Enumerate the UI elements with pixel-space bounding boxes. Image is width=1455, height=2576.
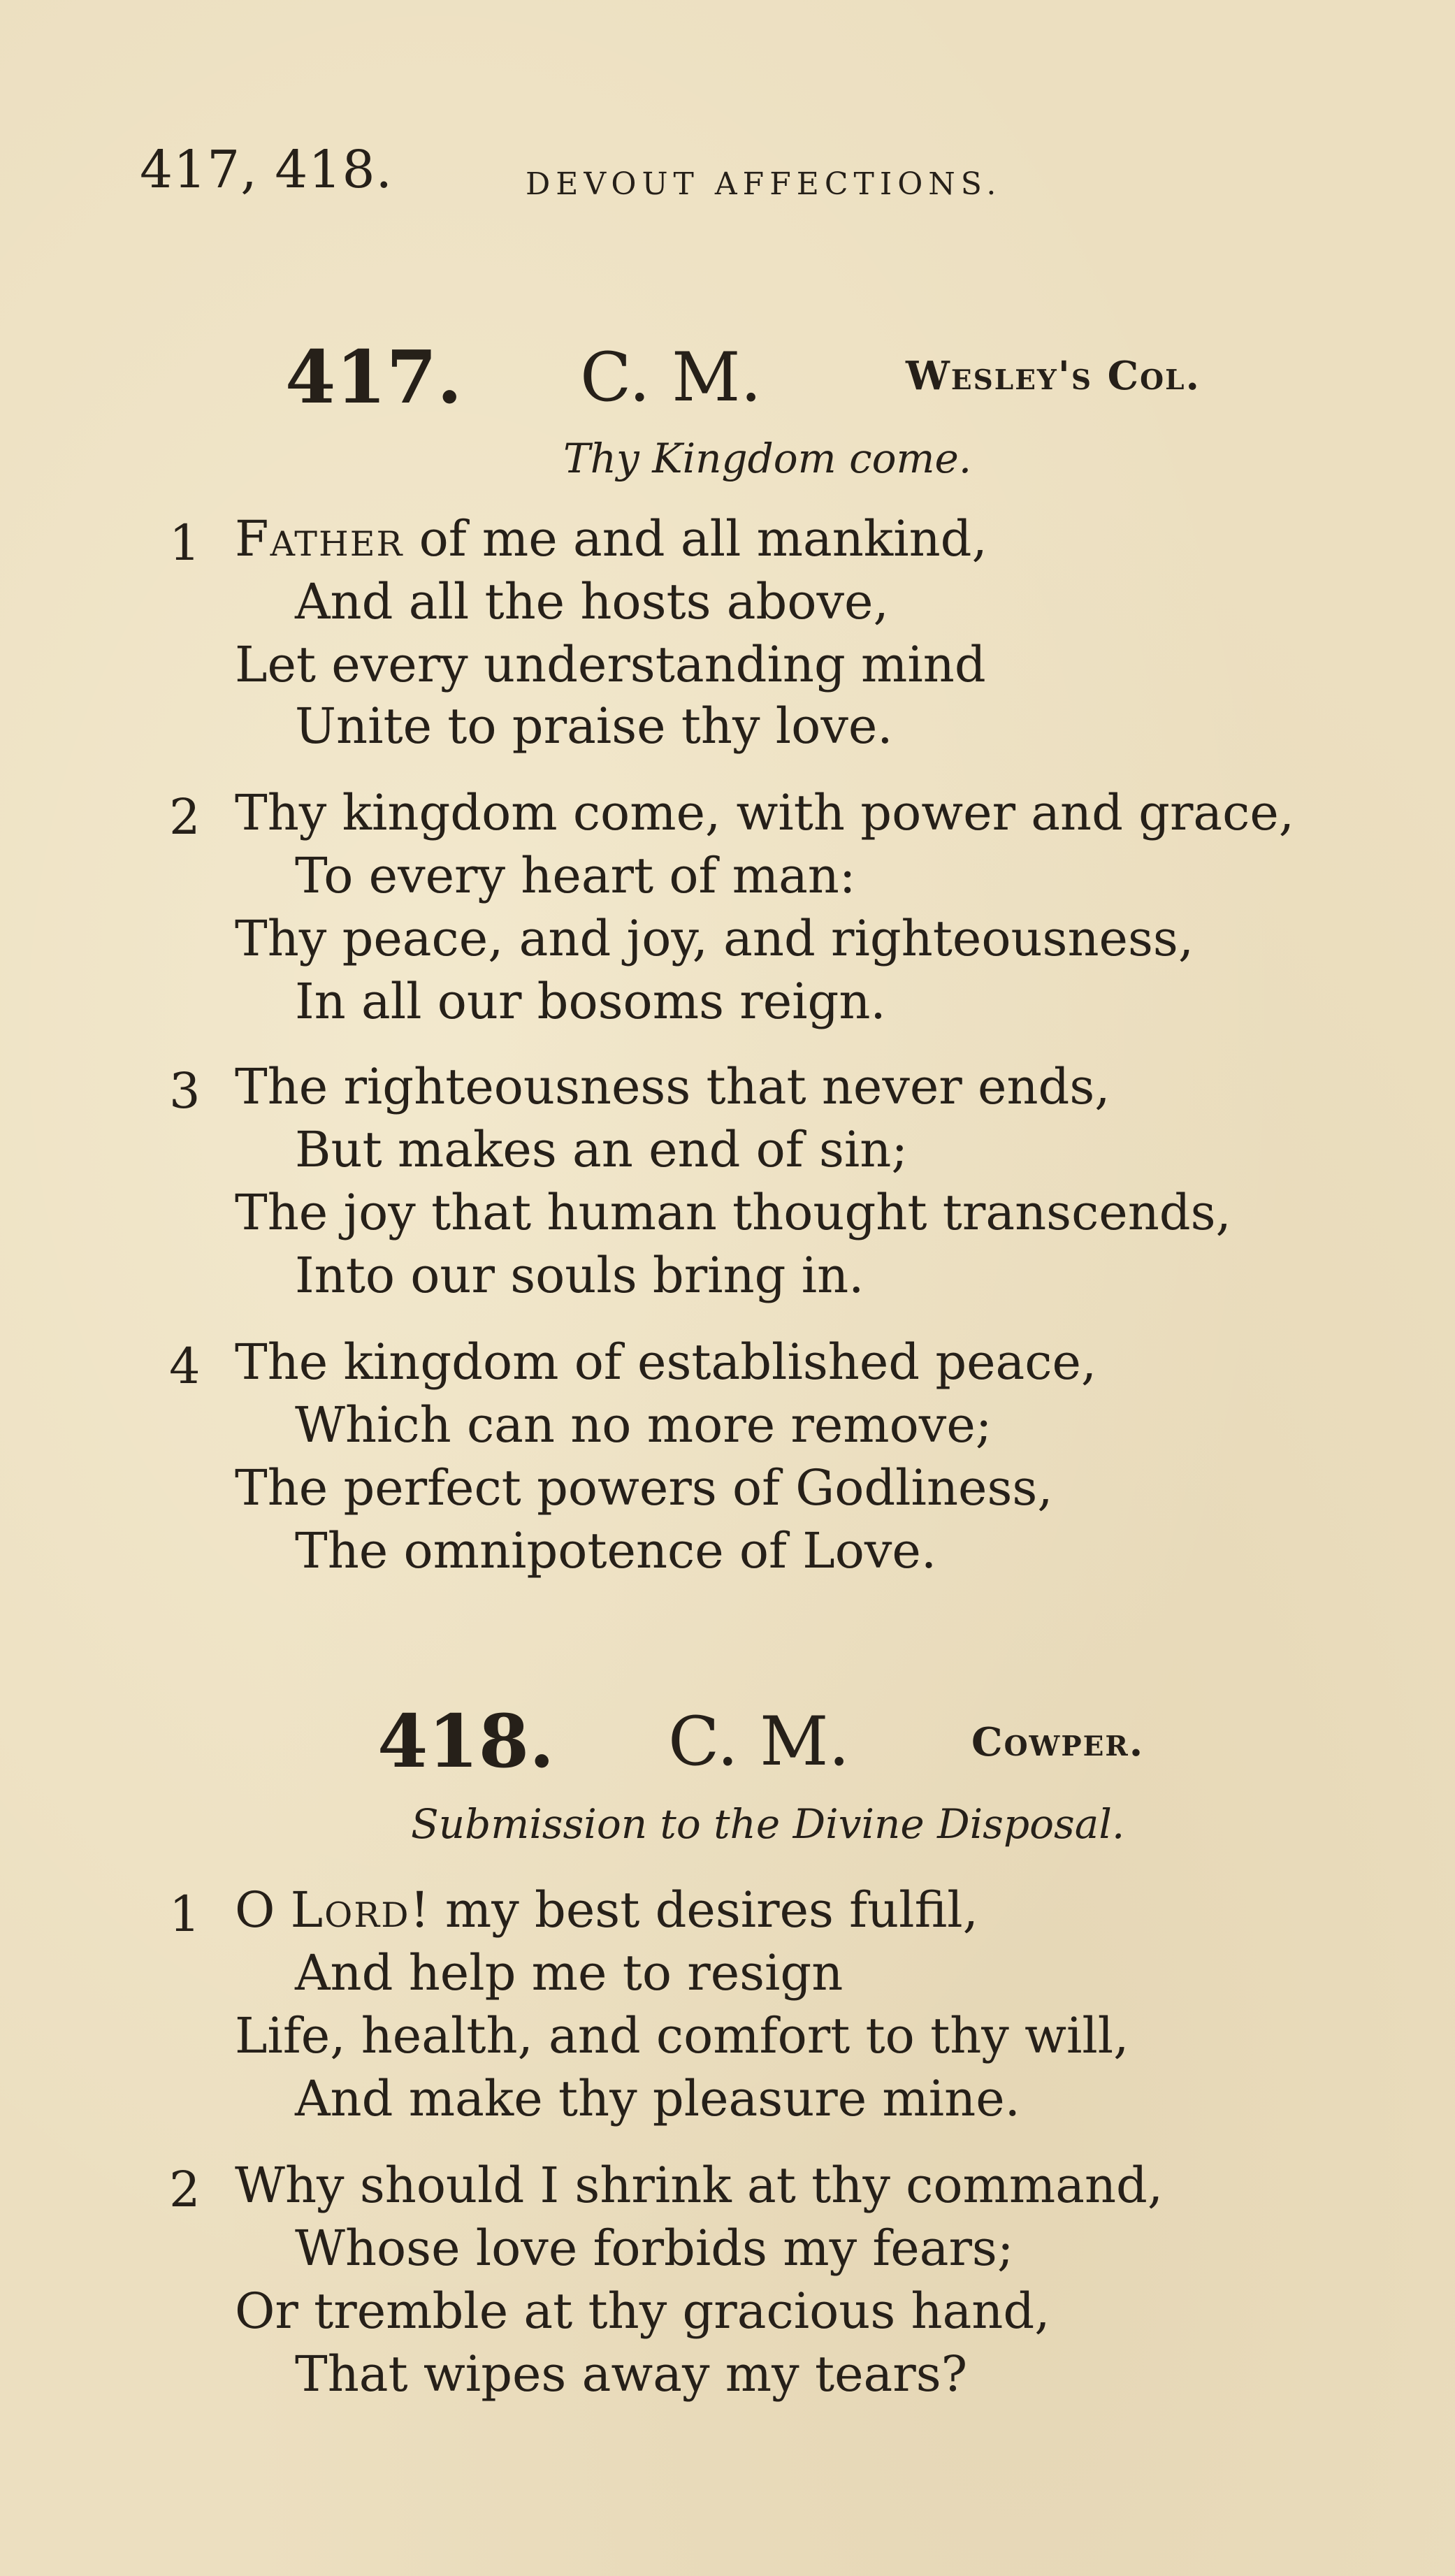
stanza-line: The perfect powers of Godliness, [235, 1459, 1053, 1517]
stanza-line: Whose love forbids my fears; [295, 2220, 1014, 2277]
stanza-first-line [235, 510, 987, 567]
stanza-first-line: Thy kingdom come, with power and grace, [235, 784, 1295, 841]
stanza-first-line [235, 1881, 978, 1939]
hymn-meter: C. M. [668, 1702, 850, 1781]
stanza-line: And make thy pleasure mine. [295, 2070, 1020, 2127]
stanza-line: Thy peace, and joy, and righteousness, [235, 910, 1194, 967]
stanza-number: 2 [169, 2161, 201, 2218]
hymn-title: Submission to the Divine Disposal. [411, 1800, 1125, 1848]
stanza-line: Unite to praise thy love. [295, 697, 893, 755]
stanza-number: 4 [169, 1338, 201, 1395]
first-word-small-caps: Lord [290, 1881, 410, 1939]
hymn-author: Wesley's Col. [906, 353, 1201, 399]
hymn-number: 417. [285, 334, 463, 420]
stanza-line: Or tremble at thy gracious hand, [235, 2282, 1050, 2340]
stanza-line: And help me to resign [295, 1944, 844, 2002]
hymn-number: 418. [377, 1698, 555, 1784]
first-line-rest: of me and all mankind, [403, 510, 987, 567]
stanza-number: 1 [169, 514, 201, 572]
stanza-first-line: The kingdom of established peace, [235, 1333, 1097, 1391]
stanza-line: To every heart of man: [295, 847, 856, 904]
first-line-prefix: O [235, 1881, 291, 1939]
stanza-line: In all our bosoms reign. [295, 973, 886, 1030]
running-head-page-numbers: 417, 418. [140, 140, 393, 200]
stanza-line: Into our souls bring in. [295, 1247, 864, 1304]
running-head-section-title: DEVOUT AFFECTIONS. [526, 166, 1002, 202]
stanza-line: Life, health, and comfort to thy will, [235, 2007, 1129, 2064]
stanza-line: And all the hosts above, [295, 573, 889, 630]
stanza-line: Which can no more remove; [295, 1396, 992, 1454]
stanza-number: 2 [169, 788, 201, 846]
stanza-number: 3 [169, 1062, 201, 1120]
first-line-rest: ! my best desires fulfil, [410, 1881, 978, 1939]
hymn-meter: C. M. [580, 338, 762, 417]
first-word-small-caps: Father [235, 510, 404, 567]
stanza-line: Let every understanding mind [235, 636, 986, 693]
stanza-first-line: The righteousness that never ends, [235, 1058, 1110, 1115]
stanza-line: The joy that human thought transcends, [235, 1184, 1231, 1241]
stanza-line: The omnipotence of Love. [295, 1522, 937, 1579]
stanza-number: 1 [169, 1886, 201, 1943]
stanza-line: That wipes away my tears? [295, 2345, 968, 2403]
stanza-first-line: Why should I shrink at thy command, [235, 2157, 1164, 2214]
stanza-line: But makes an end of sin; [295, 1121, 908, 1178]
hymn-author: Cowper. [971, 1719, 1145, 1765]
hymn-title: Thy Kingdom come. [563, 435, 972, 482]
